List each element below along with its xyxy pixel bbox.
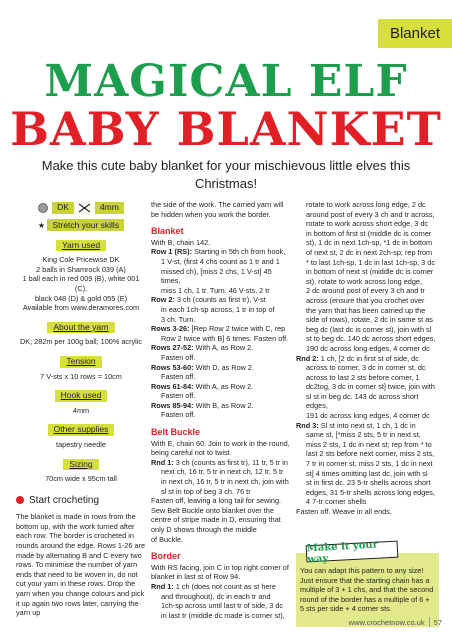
pattern-line: Row 2: 3 ch (counts as first tr), V-st — [151, 295, 266, 305]
requirement-body — [16, 372, 146, 382]
requirement-body — [16, 474, 146, 484]
footer-url: www.crochetnow.co.uk — [348, 617, 425, 627]
requirement-heading — [16, 356, 146, 368]
pattern-line: of Buckle. — [151, 534, 184, 544]
needle-icon — [78, 203, 91, 213]
border-instructions — [151, 563, 291, 621]
row-label: Rows 53-60: — [151, 362, 194, 372]
pattern-line: the yarn that has been carried up the — [306, 305, 426, 315]
pattern-line: last 2 sts before next corner, miss 2 sts, — [306, 449, 435, 459]
pattern-line: sl st in top of beg 3 ch. 76 tr — [161, 486, 251, 496]
pattern-line: miss 2 sts, 1 dc in next st; rep from * to — [306, 439, 432, 449]
pattern-line: Fasten off. Weave in all ends. — [296, 507, 392, 516]
pattern-line: being careful not to twist. — [151, 448, 232, 458]
pattern-line: rotate to work across short edge, 3 dc — [306, 219, 429, 229]
pattern-line: across to last 2 sts before corner, 1 — [306, 372, 420, 382]
pattern-line: Rows 53-60: With D, as Row 2. — [151, 362, 255, 372]
belt-instructions — [151, 439, 291, 545]
row-label: Rnd 1: — [151, 457, 174, 467]
requirement-heading-text: Sizing — [63, 459, 98, 471]
pattern-line: and throughout), dc in each tr and — [161, 591, 271, 601]
skill-level — [16, 221, 146, 231]
pattern-line: With RS facing, join C in top right corner of — [151, 562, 289, 572]
pattern-line: missed ch), [miss 2 chs, 1 V-st] 45 times, — [161, 266, 272, 286]
requirement-line: 70cm wide x 95cm tall — [45, 474, 117, 484]
requirement-heading — [16, 390, 146, 402]
spec-needle: 4mm — [95, 202, 124, 214]
requirement-line: 2 balls in Shamrock 039 (A) — [36, 264, 126, 274]
make-it-body: You can adapt this pattern to any size! Just ensure that the starting chain has a multiple of 3 + 1 chs, and that the second round of the border has a multiple of 6 + 5 sts per side + 4 corner sts — [300, 566, 434, 614]
footer — [349, 617, 442, 627]
pattern-line: Rnd 1: 3 ch (counts as first tr), 11 tr, 5 tr in — [151, 457, 288, 467]
pattern-line: 190 dc across long edges, 4 corner dc — [306, 343, 430, 353]
standfirst: Make this cute baby blanket for your mischievous little elves this Christmas! — [41, 158, 411, 191]
make-it-heading: Make it your way — [306, 541, 399, 563]
pattern-line: Fasten off. — [161, 391, 196, 401]
pattern-line: miss 1 ch, 1 tr. Turn. 46 V-sts, 2 tr — [161, 285, 270, 295]
row-label: Rnd 3: — [296, 420, 319, 430]
border-section — [151, 552, 291, 620]
row-label: Rnd 2: — [296, 353, 319, 363]
footer-divider — [429, 617, 430, 627]
pattern-line: beg dc (last dc is corner st), join with sl — [306, 324, 432, 334]
requirement-line: black 048 (D) & gold 055 (E) — [34, 293, 128, 303]
requirement-heading — [16, 240, 146, 252]
requirement-heading-text: Tension — [60, 356, 101, 368]
row-label: Rnd 1: — [151, 581, 174, 591]
pattern-line: Rows 85-94: With B, as Row 2. — [151, 400, 254, 410]
pattern-line: rotate to work across long edge, 2 dc — [306, 200, 426, 209]
requirement-heading-text: Hook used — [55, 390, 108, 402]
pattern-line: Rnd 3: Sl st into next st, 1 ch, 1 dc in — [296, 420, 416, 430]
requirement-line: King Cole Pricewise DK — [42, 255, 120, 265]
pattern-line: around post of every 3 ch and tr across, — [306, 209, 435, 219]
section-tab: Blanket — [378, 19, 452, 48]
pattern-line: in last tr (middle dc made is corner st), — [161, 610, 285, 620]
spec-weight: DK — [52, 202, 74, 214]
pattern-line: Rnd 2: 1 ch, [2 dc in first st of side, dc — [296, 353, 419, 363]
pattern-line: With E, chain 60. Join to work in the round, — [151, 438, 290, 448]
row-label: Rows 27-52: — [151, 343, 194, 353]
requirement-body — [16, 406, 146, 416]
blanket-heading: Blanket — [151, 226, 184, 237]
pattern-line: 1ch-sp across until last tr of side, 3 dc — [161, 601, 284, 611]
pattern-line: 7 tr in corner st, miss 2 sts, 1 dc in next — [306, 459, 433, 469]
pattern-line: in each 1ch-sp across, 1 tr in top of — [161, 304, 275, 314]
pattern-line: st to beg dc. 140 dc across short edges, — [306, 334, 436, 344]
requirement-heading-text: Yarn used — [56, 240, 106, 252]
pattern-line: edges, 31 5-tr shells across long edges, — [306, 487, 435, 497]
requirement-line: tapestry needle — [56, 439, 106, 449]
pattern-line: sl st in beg dc. 143 dc across short edges, — [306, 391, 419, 411]
pattern-line: same st, [*miss 2 sts, 5 tr in next st, — [306, 430, 421, 440]
pattern-line: Rnd 1: 1 ch (does not count as st here — [151, 581, 276, 591]
requirement-heading — [16, 322, 146, 334]
pattern-line: 1 V-st, (first 4 chs count as 1 tr and 1 — [161, 256, 280, 266]
pattern-line: Sew Belt Buckle onto blanket over the — [151, 505, 274, 515]
pattern-line: in bottom of next st (middle dc is corner — [306, 267, 434, 277]
pattern-line: only D shows through the middle — [151, 525, 257, 534]
pattern-line: dc2tog, 3 dc in corner st] twice, join with — [306, 382, 435, 392]
row-label: Row 1 (RS): — [151, 247, 192, 257]
title-line-1: MAGICAL ELF — [44, 56, 408, 107]
row-label: Row 2: — [151, 295, 175, 305]
border-heading: Border — [151, 551, 181, 562]
pattern-line: st), 1 dc in next 1ch-sp, *1 dc in bottom — [306, 238, 433, 248]
column-2 — [151, 200, 291, 628]
requirement-heading — [16, 424, 146, 436]
column-3 — [296, 200, 439, 517]
requirement-line: 1 ball each in red 009 (B), white 001 (C), — [22, 274, 140, 293]
pattern-line: side of rows), rotate, 2 dc in same st as — [306, 315, 433, 325]
pattern-line: Fasten off. — [161, 372, 196, 382]
pattern-line: 4 7-tr corner shells — [306, 497, 367, 507]
pattern-line: Fasten off. — [161, 352, 196, 362]
blanket-section — [151, 227, 291, 420]
bullet-icon — [16, 496, 24, 504]
pattern-line: Rows 61-84: With A, as Row 2. — [151, 381, 254, 391]
pattern-line: in next ch, 16 tr, 5 tr in next ch, join with — [161, 477, 289, 487]
pattern-line: 2 dc around post of every 3 ch and tr — [306, 286, 425, 296]
start-heading-text: Start crocheting — [29, 494, 100, 506]
start-paragraph: The blanket is made in rows from the bottom up, with the work turned after each row. The border is crocheted in rounds around the edge. Rows 1-26 are made by alternating B and C every two rows. To minimise the number of yarn ends that need to be woven in, do not cut your yarn in these rows. Drop the yarn when you change colours and pick it up again two rows later, carrying the yarn up — [16, 512, 145, 618]
blanket-instructions — [151, 238, 291, 420]
column-1 — [16, 200, 146, 618]
pattern-line: across to corner, 3 dc in corner st, dc — [306, 363, 426, 373]
belt-section — [151, 428, 291, 544]
row-label: Rows 85-94: — [151, 400, 194, 410]
start-crocheting-heading — [16, 496, 146, 506]
requirement-line: 4mm — [72, 405, 90, 415]
pattern-line: * to last 1ch-sp, 1 dc in last 1ch-sp, 3 dc — [306, 257, 435, 267]
pattern-line: in bottom of first st (middle dc is corner — [306, 228, 432, 238]
page-number: 57 — [433, 617, 442, 627]
pattern-line: st in first dc. 23 5-tr shells across short — [306, 478, 431, 488]
star-icon: ★ — [37, 221, 46, 230]
requirement-line: DK; 282m per 100g ball; 100% acrylic — [19, 337, 143, 347]
pattern-line: blanket in last st of Row 94. — [151, 572, 241, 582]
pattern-line: Fasten off, leaving a long tail for sewing. — [151, 496, 282, 506]
title-line-2: BABY BLANKET — [10, 102, 442, 156]
requirement-heading-text: Other supplies — [48, 424, 115, 436]
requirement-line: Available from www.deramores.com — [22, 303, 140, 313]
requirement-heading-text: About the yarn — [47, 322, 114, 334]
pattern-line: Fasten off. — [161, 410, 196, 420]
row-label: Rows 3-26: — [151, 324, 190, 334]
spec-row — [16, 200, 146, 216]
pattern-line: centre of stripe made in D, ensuring that — [151, 515, 281, 525]
requirement-line: 7 V-sts x 10 rows = 10cm — [40, 371, 122, 381]
pattern-line: With B, chain 142. — [151, 237, 211, 247]
belt-heading: Belt Buckle — [151, 427, 201, 438]
col2-intro: the side of the work. The carried yarn will be hidden when you work the border. — [151, 200, 284, 219]
pattern-line: Row 2 twice with B] 6 times. Fasten off. — [161, 333, 289, 343]
pattern-line: Rows 3-26: [Rep Row 2 twice with C, rep — [151, 324, 286, 334]
requirement-heading — [16, 459, 146, 471]
row-label: Rows 61-84: — [151, 381, 194, 391]
pattern-line: 191 dc across long edges, 4 corner dc — [306, 411, 430, 421]
requirement-body — [16, 255, 146, 313]
pattern-line: Row 1 (RS): Starting in 5th ch from hook, — [151, 247, 286, 257]
pattern-line: st] 4 times omitting last dc, join with sl — [306, 468, 428, 478]
pattern-line: Rows 27-52: With A, as Row 2. — [151, 343, 254, 353]
pattern-line: across (ensure that you crochet over — [306, 295, 425, 305]
pattern-line: next ch, 16 tr, 5 tr in next ch, 12 tr, 5 tr — [161, 467, 284, 477]
requirement-body — [16, 440, 146, 450]
yarn-ball-icon — [38, 203, 48, 213]
skill-text: Stretch your skills — [47, 219, 124, 231]
requirement-body — [16, 337, 146, 347]
pattern-line: st), rotate to work across long edge, — [306, 276, 422, 286]
pattern-line: of next st, 2 dc in next 2ch-sp; rep from — [306, 247, 433, 257]
border-continued — [296, 200, 439, 517]
requirements — [16, 240, 146, 484]
pattern-line: 3 ch. Turn. — [161, 314, 196, 324]
